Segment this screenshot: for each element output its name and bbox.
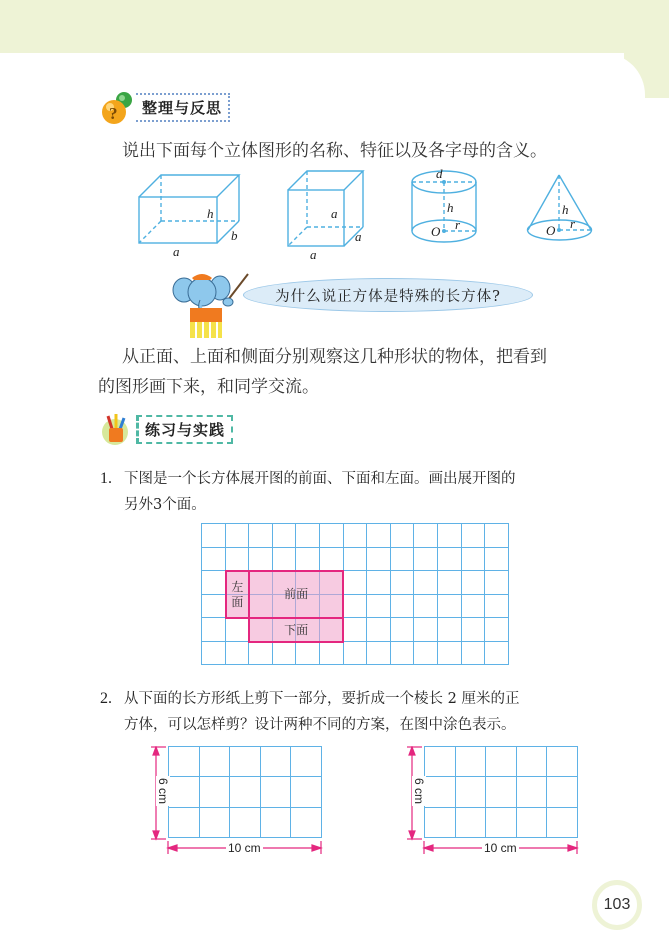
grid-cell[interactable] bbox=[391, 642, 415, 666]
cube-figure bbox=[285, 168, 375, 264]
grid-cell[interactable] bbox=[414, 618, 438, 642]
label-a-height: a bbox=[331, 206, 338, 221]
label-a: a bbox=[173, 244, 180, 259]
grid-cell[interactable] bbox=[226, 618, 250, 642]
label-d: d bbox=[436, 166, 443, 181]
question-1-line2: 另外3个面。 bbox=[124, 497, 206, 513]
grid-cell[interactable] bbox=[367, 548, 391, 572]
speech-bubble bbox=[243, 278, 533, 312]
question-balloon-icon bbox=[100, 90, 134, 124]
paper-diagram-2 bbox=[402, 746, 582, 856]
grid-cell[interactable] bbox=[462, 618, 486, 642]
observe-paragraph-line2: 的图形画下来，和同学交流。 bbox=[98, 377, 319, 397]
section-title-review: 整理与反思 bbox=[136, 93, 230, 122]
cone-figure bbox=[525, 172, 600, 248]
svg-text:?: ? bbox=[109, 104, 118, 123]
grid-cell[interactable] bbox=[367, 618, 391, 642]
grid-cell[interactable] bbox=[202, 618, 226, 642]
question-text: 下图是一个长方体展开图的前面、下面和左面。画出展开图的 bbox=[124, 471, 516, 487]
elephant-mascot bbox=[170, 270, 250, 346]
grid-cell[interactable] bbox=[485, 642, 509, 666]
grid-cell[interactable] bbox=[391, 618, 415, 642]
label-a-width: a bbox=[355, 229, 362, 244]
question-text: 从下面的长方形纸上剪下一部分，要折成一个棱长 2 厘米的正 bbox=[124, 691, 520, 707]
label-r: r bbox=[570, 216, 576, 231]
face-left: 左 面 bbox=[225, 570, 251, 619]
grid-cell[interactable] bbox=[438, 524, 462, 548]
label-h: h bbox=[562, 202, 569, 217]
grid-cell[interactable] bbox=[344, 524, 368, 548]
label-h: h bbox=[447, 200, 454, 215]
grid-cell[interactable] bbox=[391, 571, 415, 595]
page-number bbox=[592, 880, 642, 930]
grid-cell[interactable] bbox=[296, 548, 320, 572]
width-label: 10 cm bbox=[228, 841, 261, 855]
section-heading-review bbox=[100, 90, 230, 124]
grid-cell[interactable] bbox=[485, 524, 509, 548]
grid-cell[interactable] bbox=[462, 548, 486, 572]
grid-cell[interactable] bbox=[438, 571, 462, 595]
grid-cell[interactable] bbox=[391, 548, 415, 572]
grid-cell[interactable] bbox=[273, 548, 297, 572]
grid-cell[interactable] bbox=[226, 642, 250, 666]
label-h: h bbox=[207, 206, 214, 221]
grid-cell[interactable] bbox=[414, 524, 438, 548]
grid-cell[interactable] bbox=[367, 595, 391, 619]
question-number: 2. bbox=[100, 690, 112, 707]
grid-cell[interactable] bbox=[320, 548, 344, 572]
question-number: 1. bbox=[100, 470, 112, 487]
grid-cell[interactable] bbox=[367, 642, 391, 666]
question-1-line1 bbox=[100, 466, 516, 492]
width-label: 10 cm bbox=[484, 841, 517, 855]
grid-cell[interactable] bbox=[273, 642, 297, 666]
height-label: 6 cm bbox=[412, 777, 427, 805]
grid-cell[interactable] bbox=[414, 548, 438, 572]
section-title-practice: 练习与实践 bbox=[136, 415, 233, 444]
grid-cell[interactable] bbox=[202, 595, 226, 619]
page-number-text: 103 bbox=[603, 896, 631, 913]
question-2-line1 bbox=[100, 686, 519, 712]
height-label: 6 cm bbox=[156, 777, 171, 805]
pencil-cup-icon bbox=[100, 412, 134, 446]
face-front: 前面 bbox=[248, 570, 344, 619]
grid-cell[interactable] bbox=[344, 548, 368, 572]
grid-cell[interactable] bbox=[414, 642, 438, 666]
label-r: r bbox=[455, 217, 461, 232]
grid-cell[interactable] bbox=[438, 618, 462, 642]
grid-cell[interactable] bbox=[462, 595, 486, 619]
paper-diagram-1 bbox=[146, 746, 326, 856]
grid-cell[interactable] bbox=[344, 571, 368, 595]
grid-cell[interactable] bbox=[249, 548, 273, 572]
grid-cell[interactable] bbox=[202, 571, 226, 595]
cylinder-figure bbox=[410, 165, 485, 249]
grid-cell[interactable] bbox=[462, 571, 486, 595]
grid-cell[interactable] bbox=[344, 642, 368, 666]
grid-cell[interactable] bbox=[273, 524, 297, 548]
grid-cell[interactable] bbox=[414, 571, 438, 595]
grid-cell[interactable] bbox=[296, 524, 320, 548]
label-a-length: a bbox=[310, 247, 317, 260]
grid-cell[interactable] bbox=[226, 548, 250, 572]
label-b: b bbox=[231, 228, 238, 243]
grid-cell[interactable] bbox=[249, 642, 273, 666]
grid-cell[interactable] bbox=[438, 595, 462, 619]
grid-cell[interactable] bbox=[438, 642, 462, 666]
grid-cell[interactable] bbox=[202, 642, 226, 666]
observe-paragraph-line1: 从正面、上面和侧面分别观察这几种形状的物体，把看到 bbox=[122, 347, 547, 367]
grid-cell[interactable] bbox=[226, 524, 250, 548]
grid-cell[interactable] bbox=[462, 524, 486, 548]
grid-cell[interactable] bbox=[462, 642, 486, 666]
label-O: O bbox=[431, 224, 441, 239]
grid-cell[interactable] bbox=[320, 642, 344, 666]
grid-cell[interactable] bbox=[367, 524, 391, 548]
grid-cell[interactable] bbox=[344, 595, 368, 619]
question-2-line2: 方体，可以怎样剪？设计两种不同的方案，在图中涂色表示。 bbox=[124, 717, 516, 733]
review-instruction: 说出下面每个立体图形的名称、特征以及各字母的含义。 bbox=[122, 141, 547, 161]
face-bottom: 下面 bbox=[248, 617, 344, 643]
grid-cell[interactable] bbox=[414, 595, 438, 619]
grid-cell[interactable] bbox=[485, 548, 509, 572]
grid-cell[interactable] bbox=[344, 618, 368, 642]
grid-cell[interactable] bbox=[202, 524, 226, 548]
grid-cell[interactable] bbox=[296, 642, 320, 666]
grid-cell[interactable] bbox=[485, 595, 509, 619]
grid-cell[interactable] bbox=[367, 571, 391, 595]
speech-bubble-text: 为什么说正方体是特殊的长方体? bbox=[275, 288, 501, 305]
grid-cell[interactable] bbox=[249, 524, 273, 548]
grid-cell[interactable] bbox=[320, 524, 344, 548]
cuboid-figure bbox=[135, 170, 250, 264]
grid-cell[interactable] bbox=[202, 548, 226, 572]
grid-cell[interactable] bbox=[391, 595, 415, 619]
grid-cell[interactable] bbox=[485, 618, 509, 642]
label-O: O bbox=[546, 223, 556, 238]
header-band bbox=[0, 0, 669, 53]
grid-cell[interactable] bbox=[438, 548, 462, 572]
grid-cell[interactable] bbox=[485, 571, 509, 595]
grid-cell[interactable] bbox=[391, 524, 415, 548]
section-heading-practice bbox=[100, 412, 233, 446]
